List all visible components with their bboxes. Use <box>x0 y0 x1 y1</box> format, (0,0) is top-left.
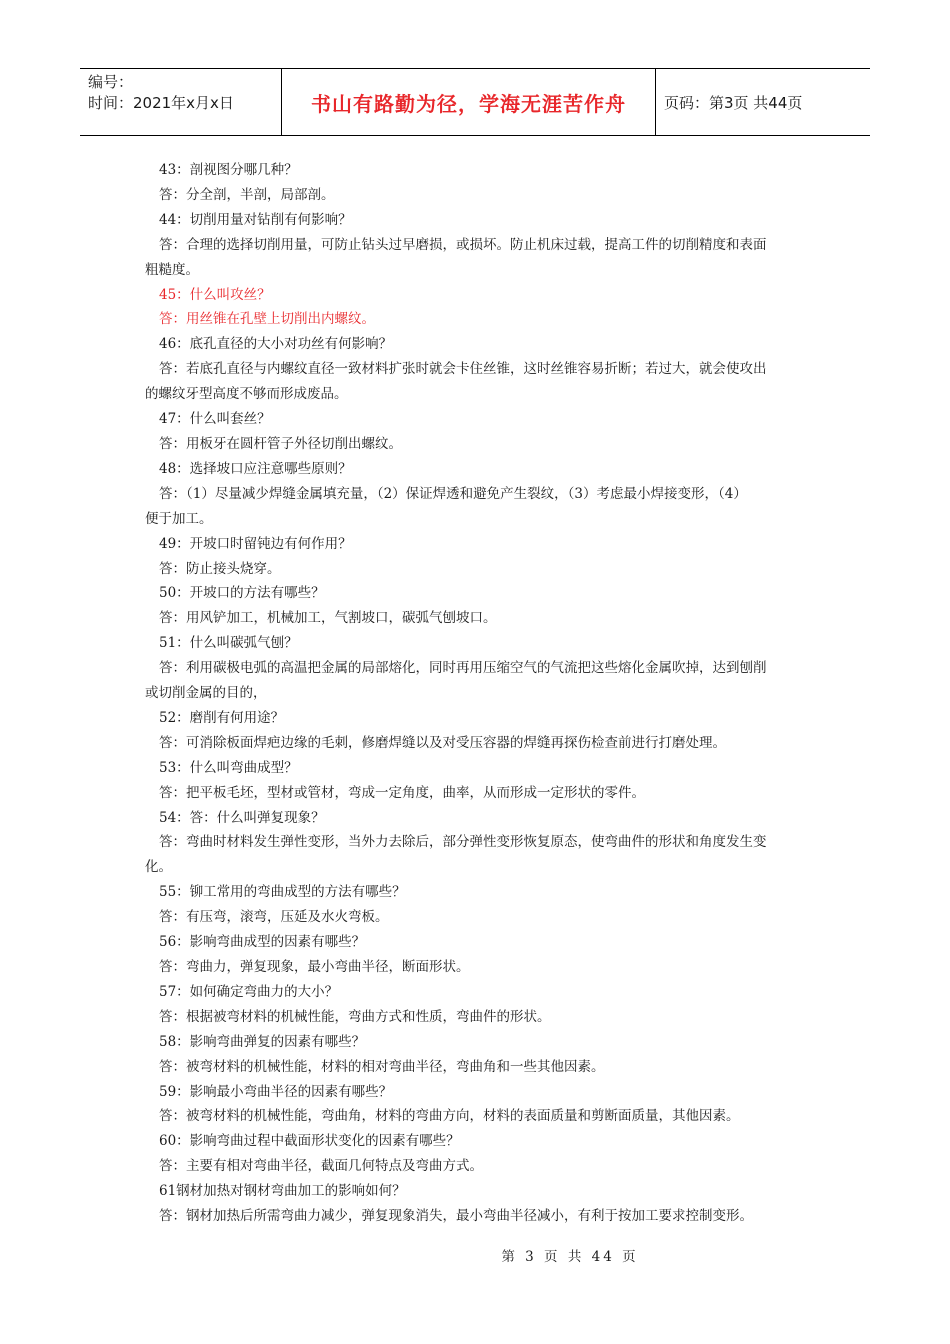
text-line: 答：用丝锥在孔壁上切削出内螺纹。 <box>159 311 375 328</box>
text-line: 答：被弯材料的机械性能，材料的相对弯曲半径，弯曲角和一些其他因素。 <box>159 1058 605 1075</box>
text-line: 便于加工。 <box>145 510 213 527</box>
text-line: 44：切削用量对钻削有何影响？ <box>159 211 352 228</box>
time-label: 时间：2021年x月x日 <box>88 94 234 112</box>
text-line: 答：被弯材料的机械性能，弯曲角，材料的弯曲方向，材料的表面质量和剪断面质量，其他因素。 <box>159 1108 740 1125</box>
text-line: 48：选择坡口应注意哪些原则？ <box>159 460 352 477</box>
text-line: 45：什么叫攻丝？ <box>159 286 271 303</box>
text-line: 61钢材加热对钢材弯曲加工的影响如何？ <box>159 1183 406 1200</box>
text-line: 答：用风铲加工，机械加工，气割坡口，碳弧气刨坡口。 <box>159 610 497 627</box>
serial-label: 编号： <box>88 73 134 91</box>
text-line: 答：主要有相对弯曲半径，截面几何特点及弯曲方式。 <box>159 1158 483 1175</box>
text-line: 50：开坡口的方法有哪些？ <box>159 585 325 602</box>
motto-text: 书山有路勤为径，学海无涯苦作舟 <box>311 91 626 116</box>
page-header <box>80 68 870 136</box>
text-line: 56：影响弯曲成型的因素有哪些？ <box>159 934 366 951</box>
footer-page-number: 第 3 页 共 44 页 <box>501 1249 639 1265</box>
header-meta-cell <box>80 69 282 135</box>
text-line: 答：有压弯，滚弯，压延及水火弯板。 <box>159 909 389 926</box>
text-line: 答：防止接头烧穿。 <box>159 560 281 577</box>
text-line: 答：利用碳极电弧的高温把金属的局部熔化，同时再用压缩空气的气流把这些熔化金属吹掉，达到刨削 <box>159 660 767 677</box>
text-line: 54：答：什么叫弹复现象？ <box>159 809 325 826</box>
text-line: 55：铆工常用的弯曲成型的方法有哪些？ <box>159 884 406 901</box>
text-line: 答：用板牙在圆杆管子外径切削出螺纹。 <box>159 435 402 452</box>
page-footer <box>0 1245 950 1265</box>
text-line: 答：可消除板面焊疤边缘的毛刺，修磨焊缝以及对受压容器的焊缝再探伤检查前进行打磨处理。 <box>159 734 726 751</box>
text-line: 58：影响弯曲弹复的因素有哪些？ <box>159 1033 366 1050</box>
text-line: 粗糙度。 <box>145 261 199 278</box>
text-line: 答：（1）尽量减少焊缝金属填充量，（2）保证焊透和避免产生裂纹，（3）考虑最小焊接变形，（4） <box>159 485 747 502</box>
text-line: 答：把平板毛坯，型材或管材，弯成一定角度，曲率，从而形成一定形状的零件。 <box>159 784 645 801</box>
text-line: 或切削金属的目的， <box>145 685 267 702</box>
text-line: 化。 <box>145 859 172 876</box>
text-line: 59：影响最小弯曲半径的因素有哪些？ <box>159 1083 393 1100</box>
text-line: 答：根据被弯材料的机械性能，弯曲方式和性质，弯曲件的形状。 <box>159 1008 551 1025</box>
page-info: 页码：第3页 共44页 <box>664 93 803 112</box>
text-line: 46：底孔直径的大小对功丝有何影响？ <box>159 336 393 353</box>
text-line: 答：合理的选择切削用量，可防止钻头过早磨损，或损坏。防止机床过载，提高工件的切削精度和表面 <box>159 236 767 253</box>
text-line: 47：什么叫套丝？ <box>159 411 271 428</box>
text-line: 答：分全剖，半剖，局部剖。 <box>159 186 335 203</box>
text-line: 60：影响弯曲过程中截面形状变化的因素有哪些？ <box>159 1133 460 1150</box>
text-line: 43：剖视图分哪几种？ <box>159 162 298 178</box>
text-line: 57：如何确定弯曲力的大小？ <box>159 983 339 1000</box>
text-line: 答：弯曲时材料发生弹性变形，当外力去除后，部分弹性变形恢复原态，使弯曲件的形状和角度发生变 <box>159 834 767 851</box>
header-page-cell <box>656 69 870 135</box>
text-line: 49：开坡口时留钝边有何作用？ <box>159 535 352 552</box>
text-line: 52：磨削有何用途？ <box>159 709 285 726</box>
text-line: 53：什么叫弯曲成型？ <box>159 759 298 776</box>
text-line: 答：弯曲力，弹复现象，最小弯曲半径，断面形状。 <box>159 959 470 975</box>
text-line: 的螺纹牙型高度不够而形成废品。 <box>145 386 348 403</box>
header-motto-cell <box>282 69 656 135</box>
qa-content <box>145 158 810 1229</box>
text-line: 51：什么叫碳弧气刨？ <box>159 635 298 652</box>
text-line: 答：若底孔直径与内螺纹直径一致材料扩张时就会卡住丝锥，这时丝锥容易折断；若过大，就会使攻出 <box>159 361 767 378</box>
text-line: 答：钢材加热后所需弯曲力减少，弹复现象消失，最小弯曲半径减小，有利于按加工要求控制变形。 <box>159 1208 753 1225</box>
